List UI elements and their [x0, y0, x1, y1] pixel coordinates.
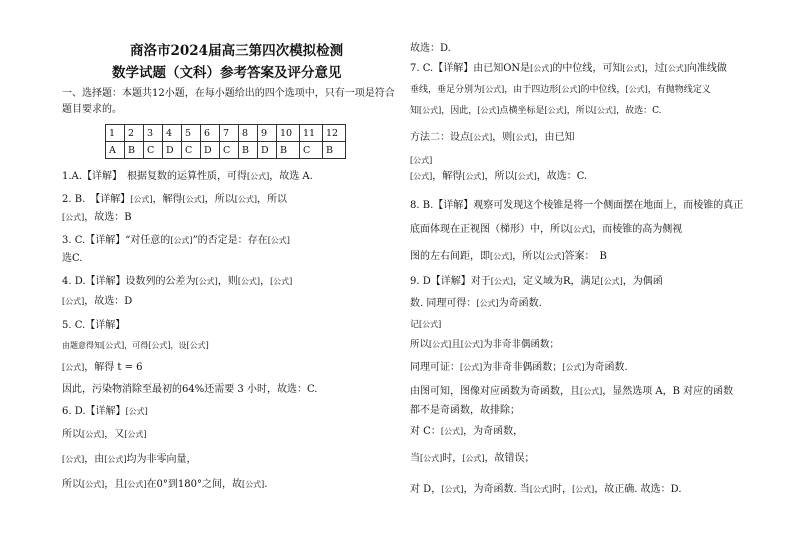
table-cell: 11 — [300, 125, 323, 142]
table-cell: C — [182, 142, 201, 159]
table-cell: B — [323, 142, 346, 159]
table-cell: B — [277, 142, 300, 159]
method-two-line2: [公式] — [410, 156, 433, 165]
table-cell: C — [220, 142, 239, 159]
section-heading: 一、选择题：本题共12小题，在每小题给出的四个选项中，只有一项是符合 — [62, 88, 395, 99]
solution-q5-line1: 由题意得知[公式]，可得[公式]，设[公式] — [62, 341, 209, 350]
solution-q6-line4: 所以[公式]，且[公式]在0°到180°之间，故[公式]. — [62, 479, 268, 490]
table-cell: A — [106, 142, 125, 159]
answer-table-number-row — [106, 125, 346, 142]
solution-q6-line3: [公式]，由[公式]均为非零向量， — [62, 454, 197, 465]
table-cell: 12 — [323, 125, 346, 142]
table-cell: D — [258, 142, 277, 159]
page-title: 商洛市2024届高三第四次模拟检测 — [130, 43, 344, 59]
table-cell: 10 — [277, 125, 300, 142]
solution-q8: 8. B.【详解】观察可发现这个棱锥是将一个侧面摆在地面上，而棱锥的真正 — [410, 200, 744, 211]
solution-q3: 3. C.【详解】“对任意的[公式]”的否定是：存在[公式] — [62, 235, 290, 246]
solution-q9-line8: 对 C：[公式]，为奇函数， — [410, 426, 524, 437]
solution-q2: 2. B. 【详解】[公式]，解得[公式]，所以[公式]，所以 — [62, 194, 287, 205]
solution-q3-line2: 选C. — [62, 253, 83, 264]
solution-q9-line3: 记[公式] — [410, 320, 442, 330]
solution-q6-line2: 所以[公式]，又[公式] — [62, 429, 147, 440]
solution-q2-line2: [公式]，故选：B — [62, 212, 132, 223]
solution-q9-line7: 都不是奇函数，故排除； — [410, 405, 520, 416]
method-two-line3: [公式]，解得[公式]，所以[公式]，故选：C. — [410, 171, 588, 182]
solution-q1: 1.A.【详解】 根据复数的运算性质，可得[公式]，故选 A. — [62, 171, 313, 182]
solution-q7-line3: 知[公式]，因此，[公式]点横坐标是[公式]，所以[公式]，故选：C. — [410, 106, 662, 116]
solution-q4-line2: [公式]，故选：D — [62, 296, 133, 307]
method-two: 方法二：设点[公式]，则[公式]，由已知 — [410, 132, 575, 143]
table-cell: C — [144, 142, 163, 159]
solution-q9-line6: 由图可知，图像对应函数为奇函数，且[公式]，显然选项 A，B 对应的函数 — [410, 386, 734, 397]
solution-q9-line9: 当[公式]时，[公式]，故错误； — [410, 453, 535, 464]
solution-q8-line2: 底面体现在正视图（梯形）中，所以[公式]，而棱锥的高为侧视 — [410, 224, 683, 235]
table-cell: 9 — [258, 125, 277, 142]
page-subtitle: 数学试题（文科）参考答案及评分意见 — [112, 65, 342, 81]
solution-q9-line4: 所以[公式]且[公式]为非奇非偶函数； — [410, 339, 560, 350]
table-cell: 1 — [106, 125, 125, 142]
solution-q4: 4. D.【详解】设数列的公差为[公式]，则[公式]，[公式] — [62, 276, 293, 287]
table-cell: 4 — [163, 125, 182, 142]
solution-q9-line10: 对 D，[公式]，为奇函数. 当[公式]时，[公式]，故正确. 故选：D. — [410, 484, 682, 495]
section-heading-line2: 题目要求的。 — [62, 104, 122, 115]
solution-q7: 7. C.【详解】由已知ON是[公式]的中位线，可知[公式]，过[公式]向准线做 — [410, 63, 727, 74]
table-cell: 8 — [239, 125, 258, 142]
solution-q9-line5: 同理可证：[公式]为非奇非偶函数；[公式]为奇函数. — [410, 362, 628, 373]
table-cell: 7 — [220, 125, 239, 142]
solution-q5-line2: [公式]，解得 t = 6 — [62, 362, 143, 373]
table-cell: C — [300, 142, 323, 159]
solution-q5: 5. C.【详解】 — [62, 320, 126, 331]
answer-table — [105, 124, 346, 159]
solution-q5-line3: 因此，污染物消除至最初的64%还需要 3 小时，故选：C. — [62, 384, 318, 395]
table-cell: D — [163, 142, 182, 159]
solution-q6: 6. D.【详解】[公式] — [62, 406, 148, 417]
table-cell: D — [201, 142, 220, 159]
table-cell: 5 — [182, 125, 201, 142]
table-cell: 2 — [125, 125, 144, 142]
table-cell: B — [125, 142, 144, 159]
table-cell: 6 — [201, 125, 220, 142]
q6-conclusion: 故选：D. — [410, 43, 451, 54]
solution-q9: 9. D【详解】对于[公式]，定义域为R，满足[公式]，为偶函 — [410, 276, 663, 287]
table-cell: 3 — [144, 125, 163, 142]
solution-q8-line3: 图的左右间距，即[公式]，所以[公式]答案： B — [410, 251, 607, 262]
table-cell: B — [239, 142, 258, 159]
answer-table-answer-row — [106, 142, 346, 159]
solution-q7-line2: 垂线，垂足分别为[公式]，由于四边形[公式]的中位线，[公式]，有抛物线定义 — [410, 85, 711, 95]
solution-q9-line2: 数. 同理可得：[公式]为奇函数. — [410, 298, 542, 309]
